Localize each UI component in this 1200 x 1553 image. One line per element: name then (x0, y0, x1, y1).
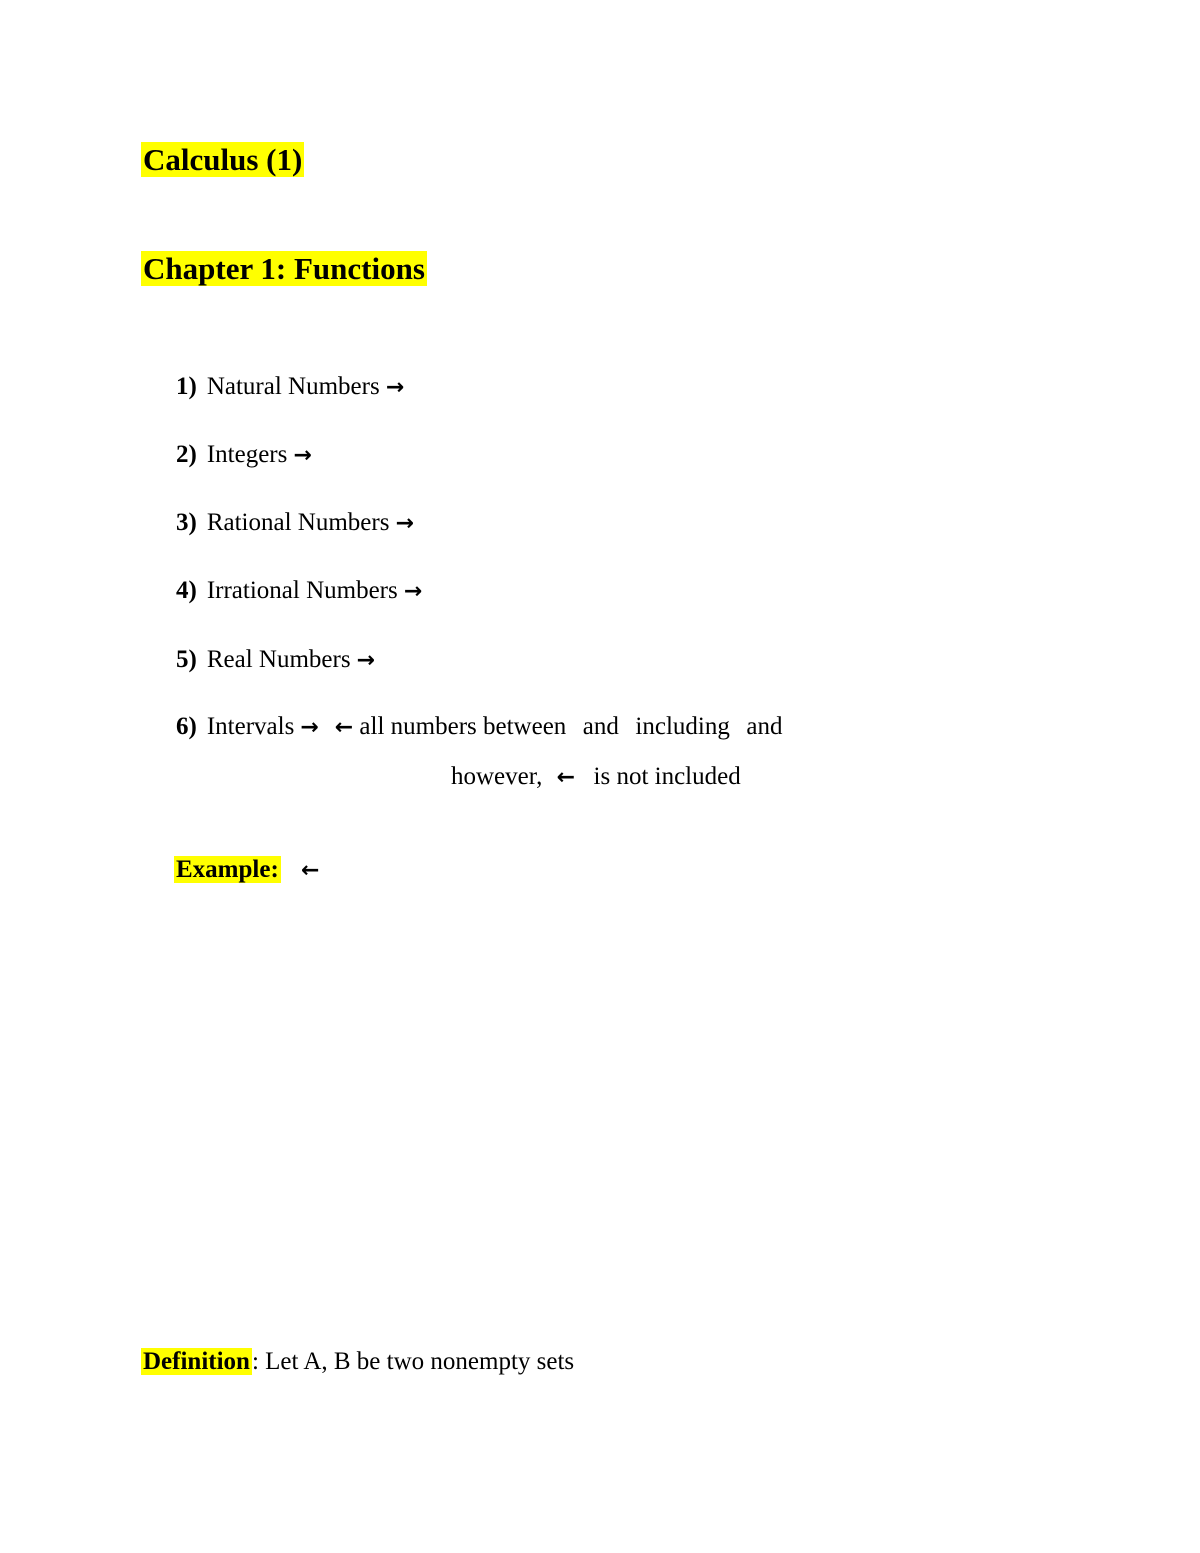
list-item-number: 6) (176, 713, 197, 740)
list-item-label: Irrational Numbers (206, 577, 398, 604)
definition-line (141, 1346, 574, 1378)
continuation-text-b: is not included (593, 763, 741, 790)
interval-text-a: all numbers between (359, 713, 567, 740)
interval-continuation (451, 761, 741, 794)
document-title (141, 140, 304, 180)
left-arrow-icon: ← (334, 715, 354, 740)
right-arrow-icon: → (293, 443, 312, 468)
list-item-label: Intervals (206, 713, 295, 740)
list-item-number: 3) (176, 509, 197, 536)
interval-text-b: and (582, 713, 619, 740)
definition-label: Definition (143, 1348, 250, 1375)
list-item-label: Rational Numbers (206, 509, 390, 536)
chapter-heading-text: Chapter 1: Functions (143, 251, 425, 286)
right-arrow-icon: → (403, 579, 423, 604)
list-item-real-numbers (176, 644, 375, 677)
list-item-label: Integers (206, 441, 288, 468)
left-arrow-icon: ← (556, 765, 576, 790)
list-item-number: 1) (176, 373, 197, 400)
list-item-label: Natural Numbers (206, 373, 380, 400)
right-arrow-icon: → (385, 375, 405, 400)
chapter-heading (141, 249, 427, 289)
example-label: Example: (176, 856, 279, 883)
document-title-text: Calculus (1) (143, 142, 303, 177)
list-item-irrational-numbers (176, 575, 422, 608)
list-item-number: 2) (176, 441, 197, 468)
list-item-rational-numbers (176, 507, 414, 540)
list-item-natural-numbers (176, 371, 404, 404)
list-item-intervals (176, 711, 782, 744)
example-line (174, 854, 319, 887)
definition-text: : Let A, B be two nonempty sets (251, 1348, 575, 1375)
right-arrow-icon: → (300, 715, 319, 740)
left-arrow-icon: ← (301, 858, 320, 883)
continuation-text-a: however, (451, 763, 543, 790)
list-item-number: 4) (176, 577, 197, 604)
list-item-label: Real Numbers (206, 646, 351, 673)
list-item-number: 5) (176, 646, 197, 673)
interval-text-c: including (635, 713, 730, 740)
right-arrow-icon: → (356, 648, 375, 673)
list-item-integers (176, 439, 312, 472)
interval-text-d: and (746, 713, 783, 740)
right-arrow-icon: → (395, 511, 414, 536)
